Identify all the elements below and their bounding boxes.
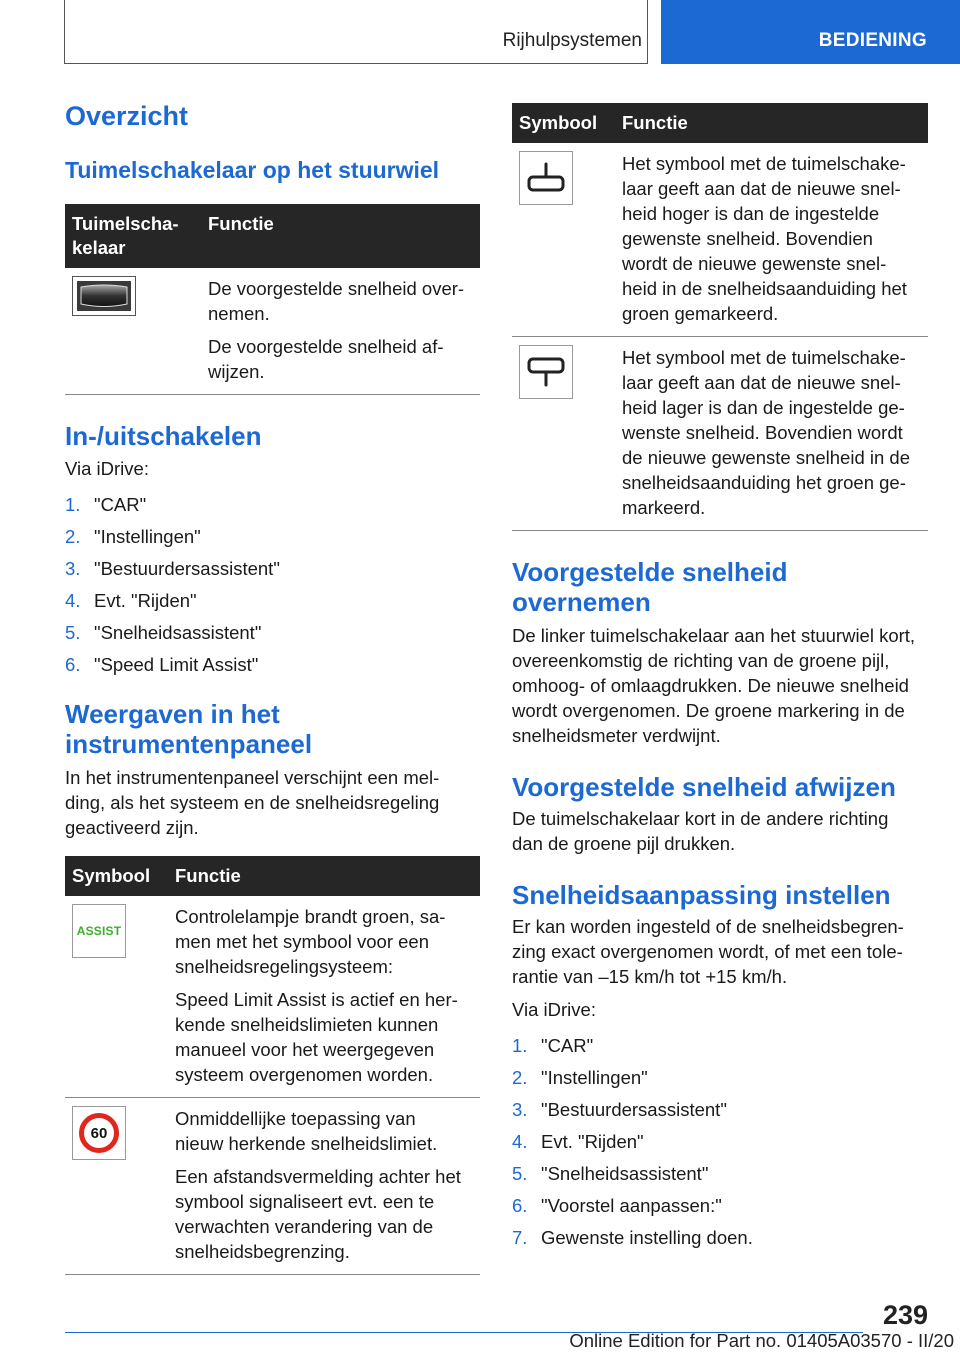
reject-text: De tuimelschakelaar kort in de andere richting dan de groene pijl drukken. xyxy=(512,808,889,854)
function-text: Het symbool met de tuimelschake- laar geeft aan dat de nieuwe snel- heid hoger is dan de ingestelde gewenste snelheid. Bovendien wordt de nieuwe gewenste snel- heid in de snelheidsaanduiding het groen gemarkeerd. xyxy=(622,153,907,324)
list-item: 7. Gewenste instelling doen. xyxy=(512,1227,753,1248)
function-text: Het symbool met de tuimelschake- laar geeft aan dat de nieuwe snel- heid lager is dan de ingestelde ge- wenste snelheid. Bovendien wordt de nieuwe gewenste snelheid in de snelheidsaanduiding het groen ge- markeerd. xyxy=(622,347,910,518)
chapter-tab-label: BEDIENING xyxy=(818,30,927,51)
function-text: Speed Limit Assist is actief en her- kende snelheidslimieten kunnen manueel voor het weergegeven systeem overgenomen worden. xyxy=(175,989,458,1085)
function-text: Onmiddellijke toepassing van nieuw herkende snelheidslimiet. xyxy=(175,1108,438,1154)
switch-heading: In-/uitschakelen xyxy=(65,421,262,451)
footer-edition: Online Edition for Part no. 01405A03570 - II/20 xyxy=(569,1330,954,1351)
rocker-down-icon xyxy=(519,345,573,399)
function-text: De voorgestelde snelheid over- nemen. xyxy=(208,278,465,324)
via-idrive: Via iDrive: xyxy=(512,999,596,1020)
overview-heading: Overzicht xyxy=(65,101,189,131)
display-heading: Weergaven in het instrumentenpaneel xyxy=(65,699,313,759)
col-header-function: Functie xyxy=(615,103,928,143)
rocker-up-icon xyxy=(519,151,573,205)
right-column xyxy=(512,103,928,1254)
list-item: 3. "Bestuurdersassistent" xyxy=(65,558,280,579)
adjust-text: Er kan worden ingesteld of de snelheidsbegren- zing exact overgenomen wordt, of met een tole- rantie van –15 km/h tot +15 km/h. xyxy=(512,916,904,987)
list-item: 3. "Bestuurdersassistent" xyxy=(512,1099,727,1120)
adopt-text: De linker tuimelschakelaar aan het stuurwiel kort, overeenkomstig de richting van de groene pijl, omhoog- of omlaagdrukken. De nieuwe snelheid wordt overgenomen. De groene markering in de snelheidsmeter verdwijnt. xyxy=(512,625,916,746)
function-text: De voorgestelde snelheid af- wijzen. xyxy=(208,336,444,382)
list-item: 6. "Voorstel aanpassen:" xyxy=(512,1195,722,1216)
symbol-table xyxy=(65,856,480,1275)
col-header-function: Functie xyxy=(168,856,480,896)
rocker-switch-icon xyxy=(72,276,136,316)
list-item: 4. Evt. "Rijden" xyxy=(512,1131,644,1152)
reject-heading: Voorgestelde snelheid afwijzen xyxy=(512,772,896,802)
via-idrive: Via iDrive: xyxy=(65,458,149,479)
display-text: In het instrumentenpaneel verschijnt een mel- ding, als het systeem en de snelheidsregeling geactiveerd zijn. xyxy=(65,767,440,838)
speed-limit-60-icon: 60 xyxy=(72,1106,126,1160)
list-item: 5. "Snelheidsassistent" xyxy=(512,1163,709,1184)
left-column xyxy=(65,100,480,1275)
list-item: 5. "Snelheidsassistent" xyxy=(65,622,262,643)
table-row xyxy=(65,896,480,1098)
rocker-table xyxy=(65,204,480,395)
list-item: 1. "CAR" xyxy=(65,494,147,515)
col-header-rocker: Tuimelscha- kelaar xyxy=(65,204,201,268)
list-item: 2. "Instellingen" xyxy=(512,1067,648,1088)
col-header-symbol: Symbool xyxy=(65,856,168,896)
list-item: 1. "CAR" xyxy=(512,1035,594,1056)
page-number: 239 xyxy=(882,1300,928,1330)
rocker-symbol-table xyxy=(512,103,928,531)
table-row xyxy=(512,143,928,337)
assist-icon: ASSIST xyxy=(72,904,126,958)
rocker-switch-glyph xyxy=(76,280,132,312)
adopt-heading: Voorgestelde snelheid overnemen xyxy=(512,557,788,617)
rocker-heading: Tuimelschakelaar op het stuurwiel xyxy=(65,157,440,183)
col-header-function: Functie xyxy=(201,204,480,268)
table-row xyxy=(512,337,928,531)
list-item: 6. "Speed Limit Assist" xyxy=(65,654,259,675)
list-item: 2. "Instellingen" xyxy=(65,526,201,547)
col-header-symbol: Symbool xyxy=(512,103,615,143)
function-text: Een afstandsvermelding achter het symbool signaliseert evt. een te verwachten verandering van de snelheidsbegrenzing. xyxy=(175,1166,461,1262)
function-text: Controlelampje brandt groen, sa- men met het symbool voor een snelheidsregelingsysteem: xyxy=(175,906,446,977)
section-title: Rijhulpsystemen xyxy=(502,30,642,51)
list-item: 4. Evt. "Rijden" xyxy=(65,590,197,611)
table-row xyxy=(65,1098,480,1275)
chapter-tab[interactable] xyxy=(661,0,960,64)
adjust-heading: Snelheidsaanpassing instellen xyxy=(512,880,891,910)
table-row xyxy=(65,268,480,395)
adjust-steps xyxy=(512,1030,928,1254)
switch-steps xyxy=(65,489,480,681)
